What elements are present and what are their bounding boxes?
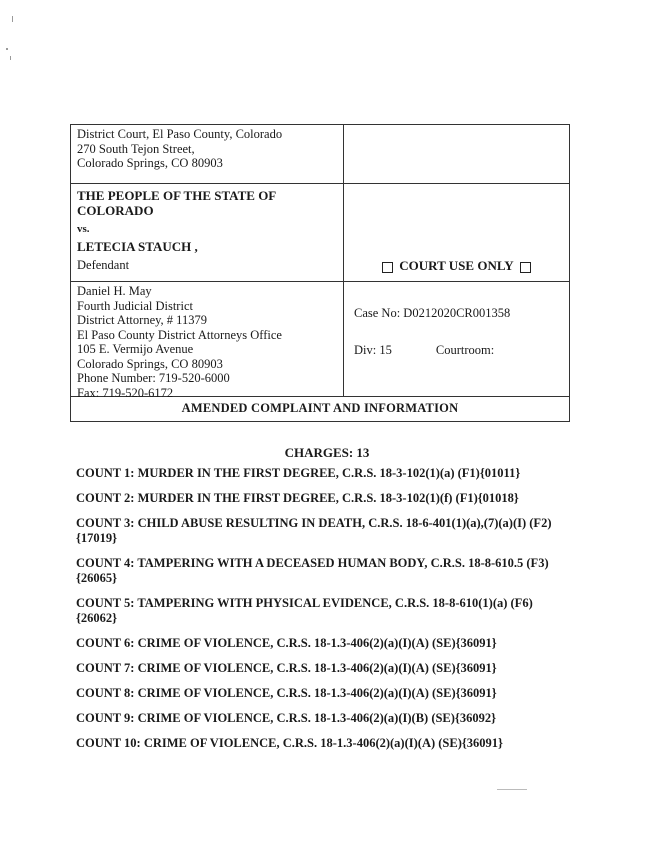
counts-list bbox=[76, 466, 556, 761]
court-address bbox=[71, 125, 344, 183]
count-item: COUNT 3: CHILD ABUSE RESULTING IN DEATH, C.R.S. 18-6-401(1)(a),(7)(a)(I) (F2){17019} bbox=[76, 516, 552, 545]
count-item: COUNT 5: TAMPERING WITH PHYSICAL EVIDENCE, C.R.S. 18-8-610(1)(a) (F6){26062} bbox=[76, 596, 533, 625]
plaintiff-line-1: THE PEOPLE OF THE STATE OF bbox=[77, 188, 277, 203]
charges-heading: CHARGES: 13 bbox=[284, 445, 370, 460]
checkbox-icon bbox=[382, 262, 393, 273]
scan-speck bbox=[12, 16, 13, 22]
attorney-title: District Attorney, # 11379 bbox=[77, 313, 207, 327]
court-use-cell bbox=[344, 184, 569, 281]
attorney-office: El Paso County District Attorneys Office bbox=[77, 327, 282, 342]
attorney-fax: Fax: 719-520-6172 bbox=[77, 385, 174, 400]
court-use-label: COURT USE ONLY bbox=[399, 257, 514, 273]
defendant-label: Defendant bbox=[77, 258, 130, 272]
count-item: COUNT 9: CRIME OF VIOLENCE, C.R.S. 18-1.3-406(2)(a)(I)(B) (SE){36092} bbox=[76, 711, 497, 725]
caption-row-court bbox=[71, 125, 569, 184]
caption-row-parties bbox=[71, 184, 569, 282]
attorney-phone: Phone Number: 719-520-6000 bbox=[77, 371, 230, 385]
count-item: COUNT 6: CRIME OF VIOLENCE, C.R.S. 18-1.3-406(2)(a)(I)(A) (SE){36091} bbox=[76, 636, 497, 650]
count-item: COUNT 10: CRIME OF VIOLENCE, C.R.S. 18-1.3-406(2)(a)(I)(A) (SE){36091} bbox=[76, 736, 503, 750]
attorney-name: Daniel H. May bbox=[77, 284, 152, 298]
scan-speck bbox=[6, 48, 8, 50]
court-name: District Court, El Paso County, Colorado bbox=[77, 127, 283, 141]
attorney-block bbox=[71, 282, 344, 400]
caption-row-attorney bbox=[71, 282, 569, 400]
plaintiff-line-2: COLORADO bbox=[77, 203, 154, 218]
count-item: COUNT 8: CRIME OF VIOLENCE, C.R.S. 18-1.3-406(2)(a)(I)(A) (SE){36091} bbox=[76, 686, 497, 700]
court-use-only bbox=[350, 186, 563, 279]
scan-speck bbox=[10, 56, 11, 60]
parties-block bbox=[71, 184, 344, 281]
caption-blank bbox=[344, 125, 569, 183]
attorney-street: 105 E. Vermijo Avenue bbox=[77, 342, 194, 356]
count-item: COUNT 4: TAMPERING WITH A DECEASED HUMAN BODY, C.R.S. 18-8-610.5 (F3){26065} bbox=[76, 556, 549, 585]
count-item: COUNT 7: CRIME OF VIOLENCE, C.R.S. 18-1.3-406(2)(a)(I)(A) (SE){36091} bbox=[76, 661, 497, 675]
division: Div: 15 bbox=[354, 342, 392, 357]
count-item: COUNT 2: MURDER IN THE FIRST DEGREE, C.R.S. 18-3-102(1)(f) (F1){01018} bbox=[76, 491, 519, 505]
scan-mark bbox=[497, 789, 527, 790]
division-line bbox=[354, 343, 563, 358]
document-title: AMENDED COMPLAINT AND INFORMATION bbox=[181, 401, 459, 415]
caption-row-title bbox=[71, 397, 569, 421]
court-street: 270 South Tejon Street, bbox=[77, 141, 195, 156]
case-info-block bbox=[344, 282, 569, 396]
case-caption-table bbox=[70, 124, 570, 422]
court-city: Colorado Springs, CO 80903 bbox=[77, 156, 223, 170]
defendant-name: LETECIA STAUCH , bbox=[77, 238, 198, 254]
attorney-district: Fourth Judicial District bbox=[77, 298, 193, 313]
versus-label: vs. bbox=[77, 223, 90, 235]
checkbox-icon bbox=[520, 262, 531, 273]
count-item: COUNT 1: MURDER IN THE FIRST DEGREE, C.R.S. 18-3-102(1)(a) (F1){01011} bbox=[76, 466, 521, 480]
courtroom: Courtroom: bbox=[435, 342, 495, 357]
case-number: Case No: D0212020CR001358 bbox=[354, 306, 511, 320]
attorney-city: Colorado Springs, CO 80903 bbox=[77, 356, 223, 371]
